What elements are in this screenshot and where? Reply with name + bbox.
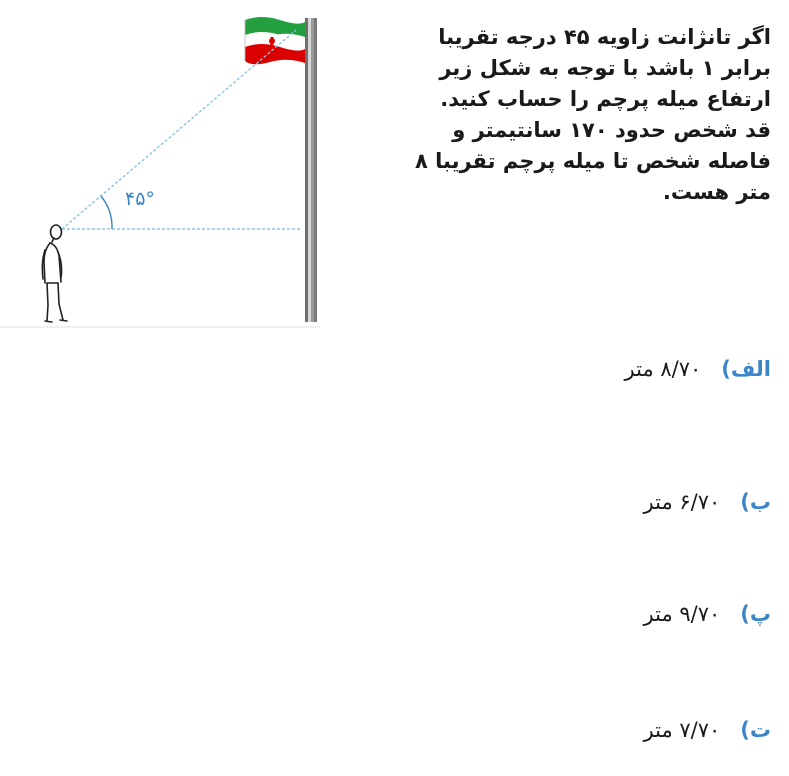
question-text (401, 22, 771, 208)
option-value: ۶/۷۰ متر (643, 490, 721, 514)
option-value: ۷/۷۰ متر (643, 718, 721, 742)
angled-sight-line (62, 30, 296, 229)
flagpole-diagram (0, 0, 330, 340)
option-te[interactable] (644, 718, 771, 742)
ground-line (0, 326, 320, 328)
iran-flag-icon (245, 17, 305, 64)
option-value: ۹/۷۰ متر (643, 602, 721, 626)
question-line: فاصله شخص تا میله پرچم تقریبا ۸ (415, 149, 771, 173)
flag-pole (305, 18, 317, 322)
option-letter: الف) (721, 357, 771, 381)
option-alef[interactable] (625, 357, 771, 381)
question-line: برابر ۱ باشد با توجه به شکل زیر (439, 56, 771, 80)
angle-label: ۴۵° (125, 188, 155, 210)
question-line: متر هست. (662, 180, 771, 204)
question-line: ارتفاع میله پرچم را حساب کنید. (440, 87, 771, 111)
option-value: ۸/۷۰ متر (624, 357, 702, 381)
question-line: قد شخص حدود ۱۷۰ سانتیمتر و (452, 118, 771, 142)
angle-arc (101, 196, 112, 229)
option-be[interactable] (644, 490, 771, 514)
option-letter: ب) (740, 490, 771, 514)
question-line: اگر تانژانت زاویه ۴۵ درجه تقریبا (438, 25, 771, 49)
option-letter: ت) (740, 718, 771, 742)
flagpole-figure (0, 0, 330, 340)
option-letter: پ) (740, 602, 771, 626)
person-icon (42, 225, 67, 322)
option-pe[interactable] (644, 602, 771, 626)
